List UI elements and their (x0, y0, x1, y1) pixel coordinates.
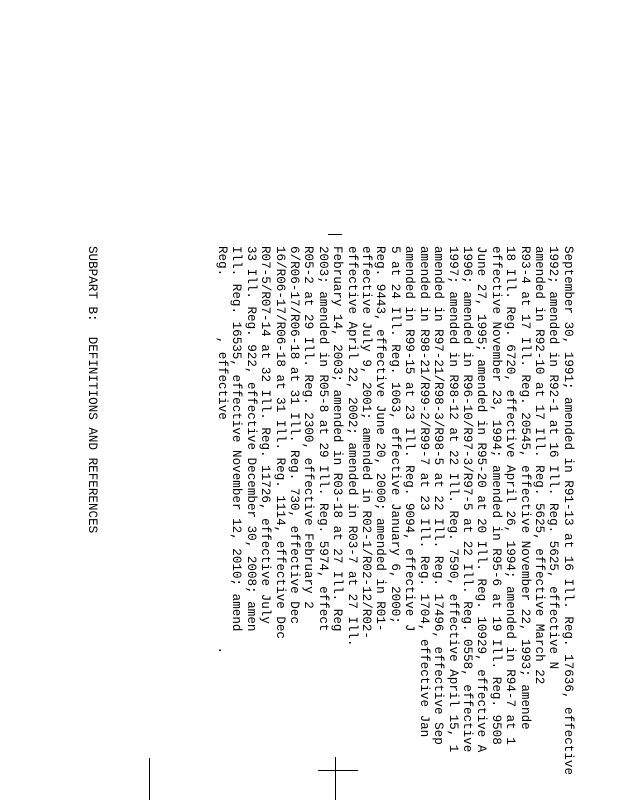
text-line: 33 Ill. Reg. 922, effective December 30, 2008; amen (243, 246, 258, 632)
text-line: effective July 9, 2001; amended in R02-1/R02-12/R02- (359, 246, 374, 639)
text-line: Ill. Reg. 16535, effective November 12, 2010; amend (229, 246, 244, 632)
margin-dash-mark (328, 234, 342, 235)
subpart-heading-text: SUBPART B: DEFINITIONS AND REFERENCES (85, 246, 100, 534)
text-line: R93-4 at 17 Ill. Reg. 20545, effective November 22, 1993; amende (517, 246, 532, 730)
text-line: February 14, 2003; amended in R03-18 at 27 Ill. Reg (330, 246, 345, 632)
text-line: effective April 22, 2002; amended in R03-7 at 27 Ill. (344, 246, 359, 647)
text-line: 6/R06-17/R06-18 at 31 Ill. Reg. 730, effective Dec (287, 246, 302, 624)
text-line: effective November 23, 1994; amended in R95-6 at 19 Ill. Reg. 9508 (488, 246, 503, 745)
text-line: amended in R97-21/R98-3/R98-5 at 22 Ill. Reg. 17496, effective Sep (431, 246, 446, 745)
text-line: 1992; amended in R92-1 at 16 Ill. Reg. 5625, effective N (546, 246, 561, 670)
text-line: R05-2 at 29 Ill. Reg. 2300, effective February 2 (301, 246, 316, 609)
text-line: 1996; amended in R96-10/R97-3/R97-5 at 22 Ill. Reg. 0558, effective (459, 246, 474, 753)
text-line: amended in R98-21/R99-2/R99-7 at 23 Ill. Reg. 1704, effective Jan (416, 246, 431, 738)
text-line: Reg. , effective . (215, 246, 230, 655)
text-line: 1997; amended in R98-12 at 22 Ill. Reg. 7590, effective April 15, 1 (445, 246, 460, 753)
text-line: 5 at 24 Ill. Reg. 1063, effective January 6, 2000; (387, 246, 402, 624)
text-line: Reg. 9443, effective June 20, 2000; amended in R01- (373, 246, 388, 632)
text-line: R07-5/R07-14 at 32 Ill. Reg. 11726, effective July (258, 246, 273, 624)
subpart-heading (56, 246, 128, 800)
history-note (215, 246, 575, 800)
text-line: June 27, 1995; amended in R95-20 at 20 Ill. Reg. 10929, effective A (474, 246, 489, 753)
text-line: 2003; amended in R05-8 at 29 Ill. Reg. 5974, effect (315, 246, 330, 632)
text-line: amended in R99-15 at 23 Ill. Reg. 9094, effective J (402, 246, 417, 632)
text-line: September 30, 1991; amended in R91-13 at 16 Ill. Reg. 17636, effective (560, 246, 575, 776)
text-line: 18 Ill. Reg. 6720, effective April 26, 1994; amended in R94-7 at 1 (503, 246, 518, 745)
text-line: 16/R06-17/R06-18 at 31 Ill. Reg. 1114, effective Dec (272, 246, 287, 639)
rotated-document-text (78, 246, 618, 800)
text-line: amended in R92-10 at 17 Ill. Reg. 5625, effective March 22 (531, 246, 546, 685)
